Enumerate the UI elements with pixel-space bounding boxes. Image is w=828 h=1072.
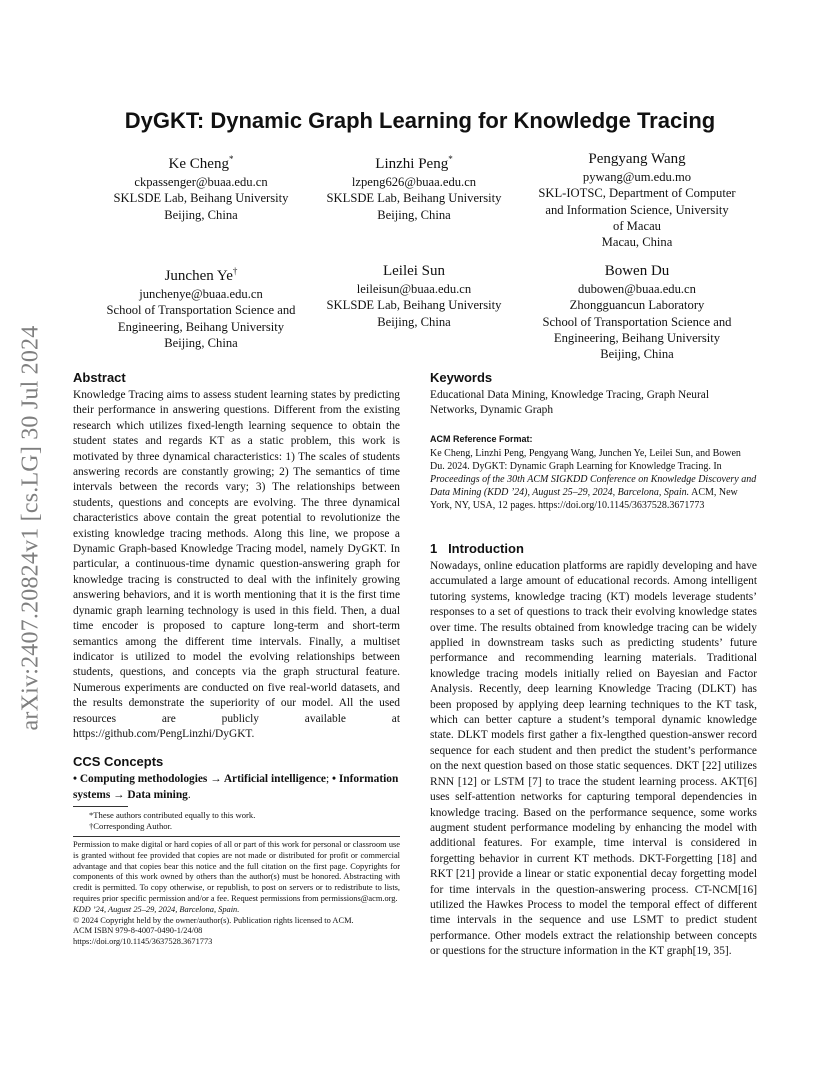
ccs-separator: ; [325, 773, 332, 786]
permission-block [73, 836, 400, 948]
abstract-heading: Abstract [73, 370, 126, 385]
acm-reference-heading: ACM Reference Format: [430, 434, 533, 444]
footnote-rule [73, 806, 128, 807]
author-name-text: Linzhi Peng [375, 156, 449, 172]
author-name-text: Bowen Du [604, 263, 670, 279]
keywords-heading: Keywords [430, 370, 493, 385]
author-email: lzpeng626@buaa.edu.cn [351, 175, 477, 189]
keywords-text: Educational Data Mining, Knowledge Tracing, Graph Neural Networks, Dynamic Graph [430, 389, 710, 416]
footnotes [73, 806, 400, 832]
author-affiliation: SKLSDE Lab, Beihang University [326, 298, 502, 313]
footnote-corresponding-author: †Corresponding Author. [89, 821, 173, 831]
left-column [73, 370, 400, 803]
permission-rule [73, 836, 400, 837]
ccs-end: . [187, 788, 191, 801]
author-email: pywang@um.edu.mo [582, 170, 692, 184]
author-mark: * [228, 154, 234, 164]
acm-reference-venue: Proceedings of the 30th ACM SIGKDD Conference on Knowledge Discovery and Data Mining (KDD ’24), August 25–29, 2024, Barcelona, Spain. [430, 474, 757, 498]
author-name [286, 150, 542, 173]
author-email: dubowen@buaa.edu.cn [578, 282, 696, 296]
venue-line: KDD ’24, August 25–29, 2024, Barcelona, Spain. [73, 904, 240, 914]
acm-reference-publisher: ACM, New York, NY, USA, 12 pages. https://doi.org/10.1145/3637528.3671773 [430, 487, 738, 511]
doi-line: https://doi.org/10.1145/3637528.3671773 [73, 937, 213, 947]
author-location: Beijing, China [600, 347, 674, 362]
author-location: Beijing, China [377, 314, 451, 329]
ccs-item: • Information systems → Data mining [73, 773, 399, 801]
footnote-equal-contribution: *These authors contributed equally to this work. [89, 810, 256, 820]
author-name-text: Ke Cheng [168, 156, 229, 172]
author-email: junchenye@buaa.edu.cn [139, 287, 263, 301]
acm-reference-authors: Ke Cheng, Linzhi Peng, Pengyang Wang, Junchen Ye, Leilei Sun, and Bowen Du. 2024. DyGKT: Dynamic Graph Learning for Knowledge Tracing. In [430, 448, 741, 472]
author-name [509, 150, 765, 168]
author-location: Beijing, China [164, 207, 238, 222]
arxiv-identifier [10, 296, 52, 760]
acm-reference-text [430, 447, 757, 512]
author-affiliation: Zhongguancun Laboratory [569, 298, 705, 313]
ccs-item: • Computing methodologies → Artificial intelligence [73, 773, 326, 786]
author-affiliation: SKLSDE Lab, Beihang University [113, 191, 289, 206]
author-affiliation: and Information Science, University [545, 202, 729, 217]
author-name-text: Leilei Sun [382, 263, 446, 279]
paper-title: DyGKT: Dynamic Graph Learning for Knowledge Tracing [124, 108, 716, 133]
author-name [286, 262, 542, 280]
acm-reference [430, 434, 757, 512]
author-affiliation: Engineering, Beihang University [553, 330, 721, 345]
introduction-heading: 1 Introduction [430, 541, 524, 556]
copyright-line: © 2024 Copyright held by the owner/author(s). Publication rights licensed to ACM. [73, 915, 354, 925]
ccs-heading: CCS Concepts [73, 754, 164, 770]
right-column [430, 370, 757, 512]
author-affiliation: of Macau [613, 218, 661, 233]
author-affiliation: Engineering, Beihang University [117, 319, 285, 334]
author-email: leileisun@buaa.edu.cn [356, 282, 472, 296]
author-mark: * [448, 154, 453, 164]
author-location: Macau, China [601, 235, 673, 250]
permission-text: Permission to make digital or hard copies of all or part of this work for personal or classroom use is granted without fee provided that copies are not made or distributed for profit or commercial advantage and that copies bear this notice and the full citation on the first page. Copyrights for components of this work owned by others than the author(s) must be honored. Abstracting with credit is permitted. To copy otherwise, or republish, to post on servers or to redistribute to lists, requires prior specific permission and/or a fee. Request permissions from permissions@acm.org. [73, 840, 400, 903]
author-location: Beijing, China [164, 335, 238, 350]
author-affiliation: School of Transportation Science and [106, 303, 296, 318]
introduction-text: Nowadays, online education platforms are rapidly developing and have accumulated a large amount of educational records. Among intelligent tutoring systems, knowledge tracing (KT) models leverage students’ responses to a set of questions to track their evolving knowledge states over time. The results obtained from knowledge tracing can be widely applied in downstream tasks such as predicting students’ future performance and recommending learning materials. Traditional knowledge tracing models initially relied on Bayesian and Factor Analysis. Recently, deep learning Knowledge Tracing (DLKT) has been proposed by applying deep learning techniques to the KT task, which can better capture a student’s temporal dynamic knowledge state. DLKT models first gather a fix-lengthed question-answer record sequence for each student and then predict the student’s performance on the next question based on those static sequences. DKT [22] utilizes RNN [12] or LSTM [7] to trace the student learning process. AKT[6] uses self-attention networks for capturing temporal dependencies in knowledge tracing. Based on the performance sequence, some works augment student performance modeling by enhancing the model with additional features. For example, time interval is considered in forgetting behavior in current KT methods. DKT-Forgetting [18] and RKT [21] provide a linear or static exponential decay forgetting model for time intervals in the question-answering process. CT-NCM[16] utilized the Hawkes Process to model the temporal effect of different time intervals in the sequence and use LSMT to predict student performance. Other models extract the relationship between concepts or questions for the structure information in the KT graph[19, 35]. [430, 560, 757, 958]
author-affiliation: SKLSDE Lab, Beihang University [326, 191, 502, 206]
author-block-6 [509, 262, 765, 362]
author-block-3 [509, 150, 765, 250]
author-name-text: Pengyang Wang [588, 151, 686, 167]
author-email: ckpassenger@buaa.edu.cn [134, 175, 268, 189]
author-block-2 [286, 150, 542, 223]
author-location: Beijing, China [377, 207, 451, 222]
author-name [509, 262, 765, 280]
isbn-line: ACM ISBN 979-8-4007-0490-1/24/08 [73, 926, 203, 936]
ccs-concepts [73, 772, 400, 803]
author-block-5 [286, 262, 542, 330]
author-mark: † [232, 266, 238, 276]
abstract-text: Knowledge Tracing aims to assess student learning states by predicting their performance in answering questions. Different from the existing research which utilizes fixed-length learning sequence to obtain the student states and regards KT as a static problem, this work is motivated by three dynamical characteristics: 1) The scales of students answering records are constantly growing; 2) The semantics of time intervals between the records vary; 3) The relationships between students, questions and concepts are evolving. The three dynamical characteristics above contain the great potential to revolutionize the existing knowledge tracing methods. Along this line, we propose a Dynamic Graph-based Knowledge Tracing model, namely DyGKT. In particular, a continuous-time dynamic question-answering graph for knowledge tracing is constructed to deal with the infinitely growing answering behaviors, and it is worth mentioning that it is the first time dynamic graph learning technology is used in this field. Then, a dual time encoder is proposed to capture long-term and short-term semantics among the different time intervals. Finally, a multiset indicator is utilized to model the evolving relationships between students, questions, and concepts via the graph structural feature. Numerous experiments are conducted on five real-world datasets, and the results demonstrate the superiority of our model. All the used resources are publicly available at https://github.com/PengLinzhi/DyGKT. [73, 389, 400, 740]
author-affiliation: School of Transportation Science and [542, 314, 732, 329]
author-name-text: Junchen Ye [164, 268, 233, 284]
arxiv-identifier-text: arXiv:2407.20824v1 [cs.LG] 30 Jul 2024 [17, 325, 44, 731]
author-affiliation: SKL-IOTSC, Department of Computer [538, 186, 736, 201]
